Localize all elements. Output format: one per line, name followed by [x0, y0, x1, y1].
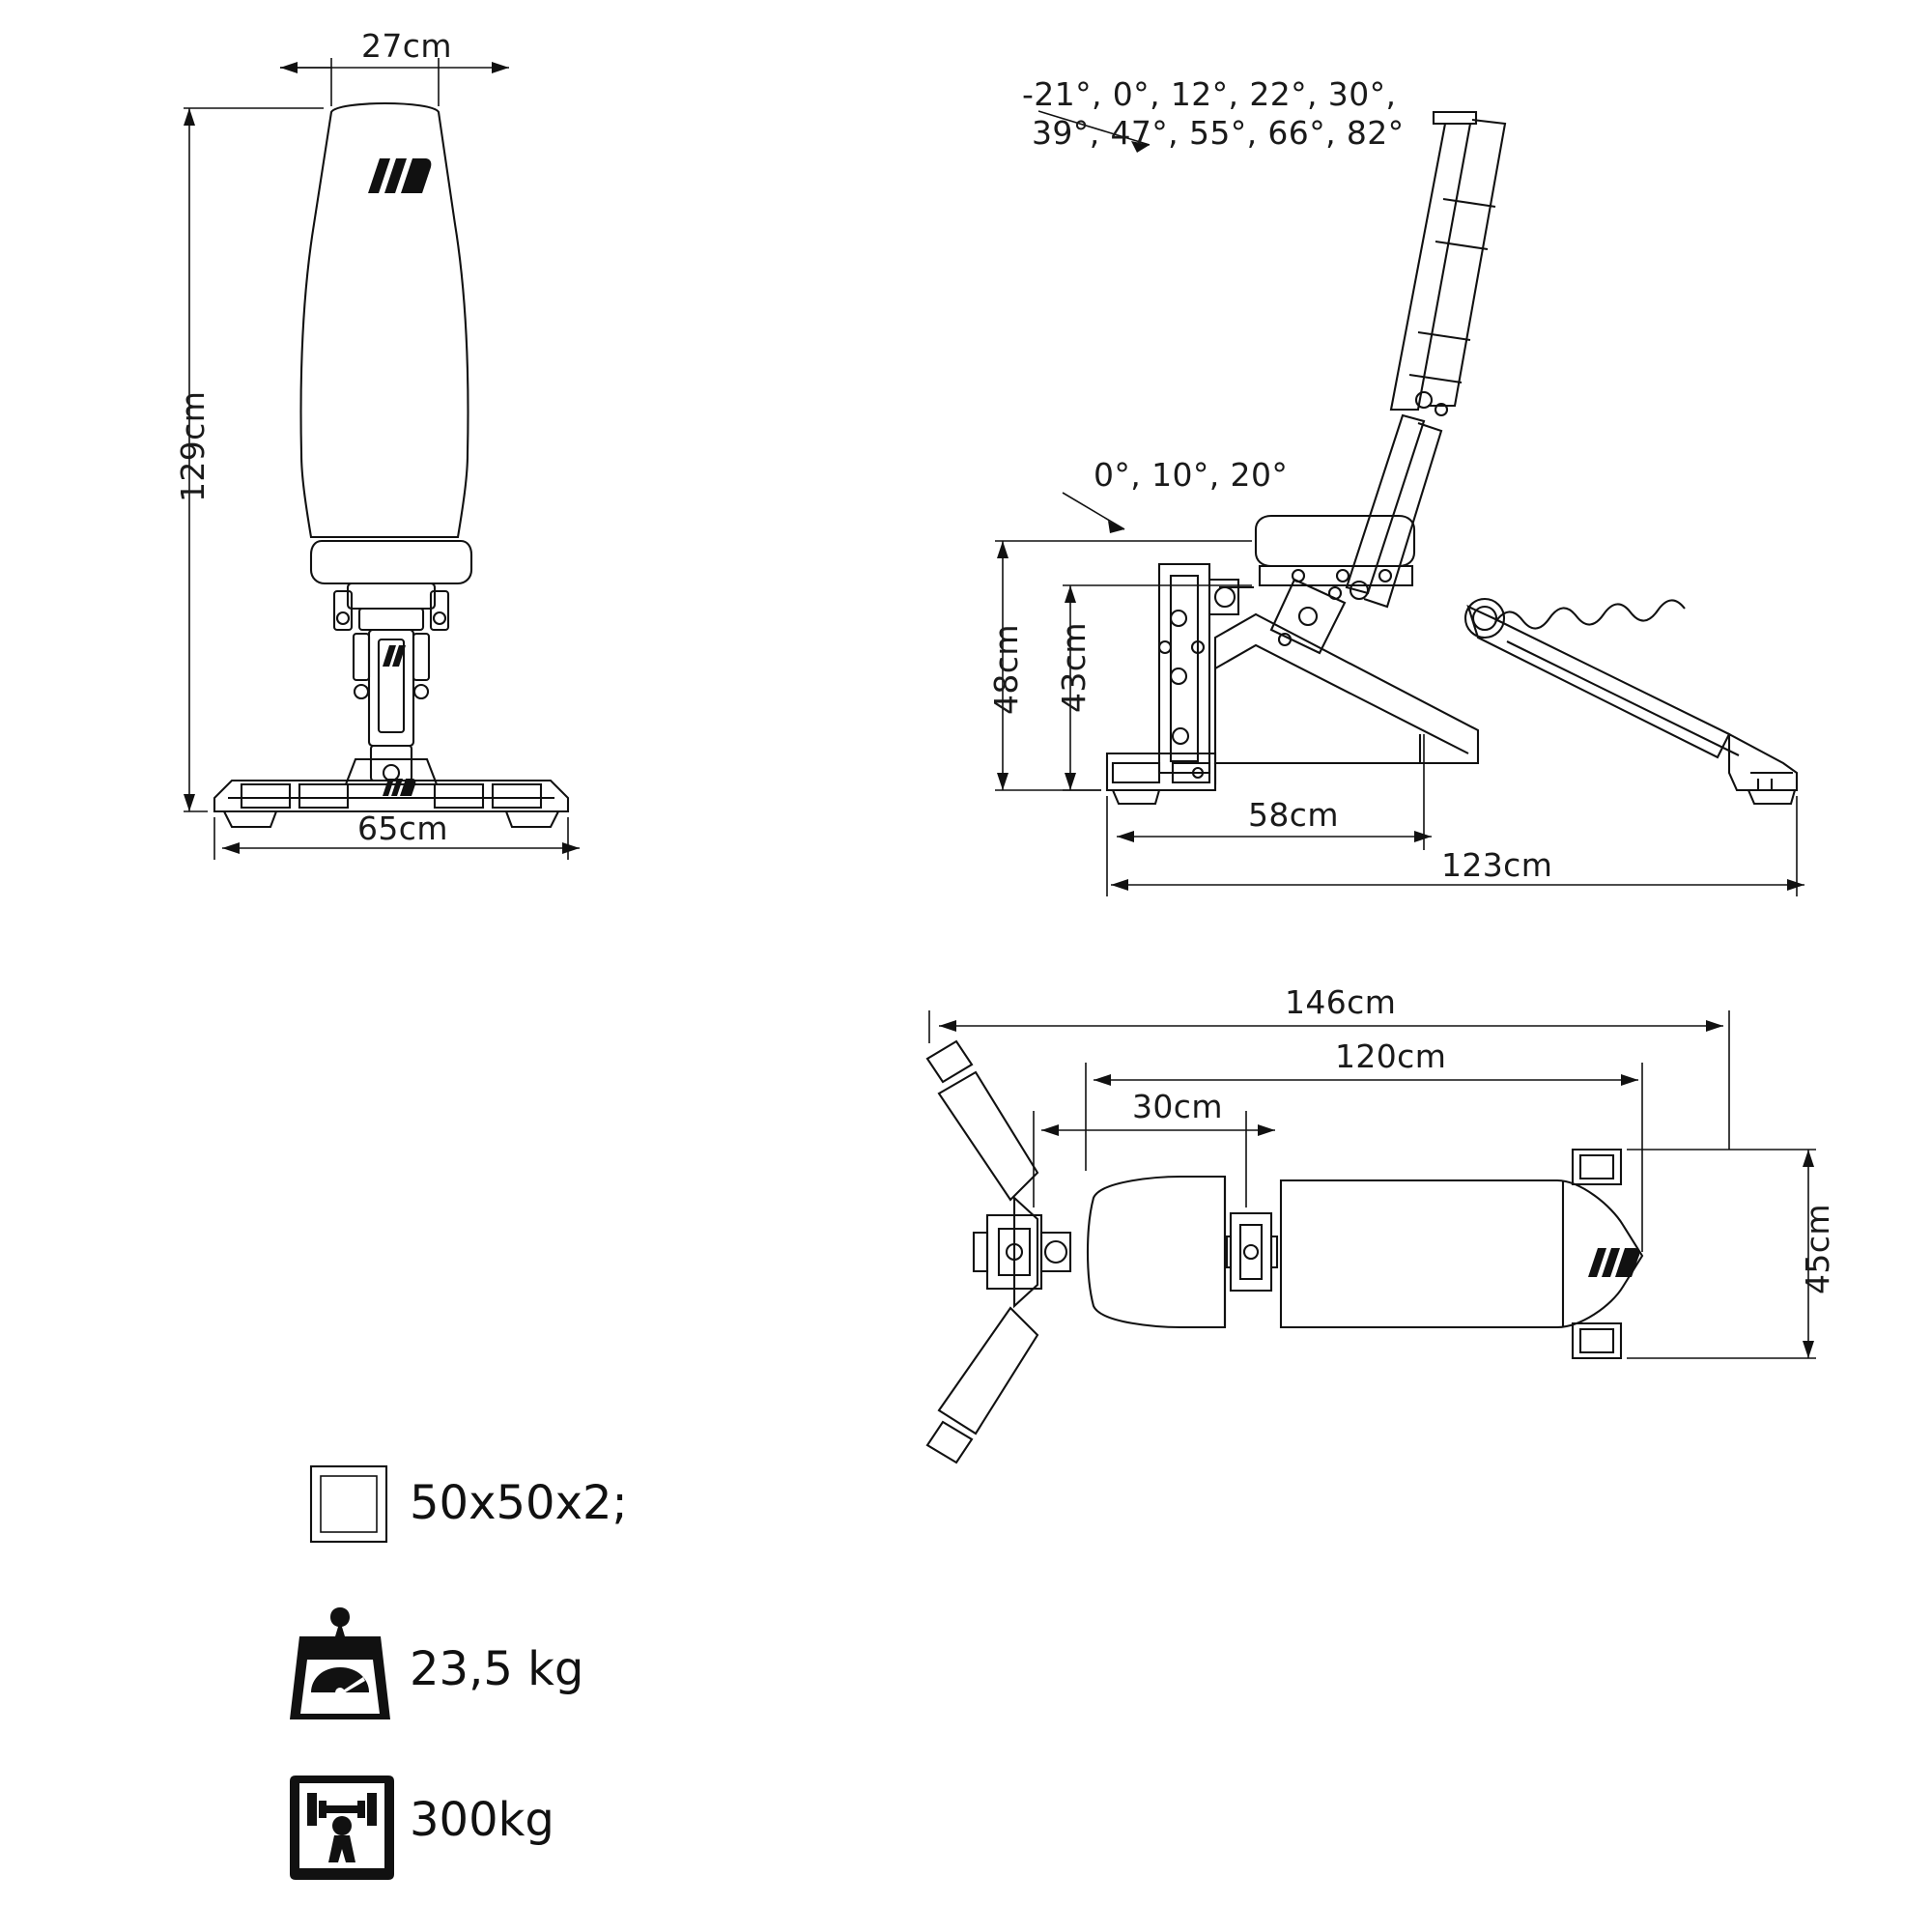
- top-view-geometry: [927, 1041, 1642, 1463]
- dim-front-width-top: 27cm: [361, 27, 452, 65]
- spec-label-max-load: 300kg: [410, 1793, 554, 1847]
- front-view-geometry: [214, 103, 568, 827]
- spec-label-tube: 50x50x2;: [410, 1476, 628, 1530]
- dim-pad-length: 120cm: [1335, 1037, 1447, 1075]
- dim-seat-height-total: 48cm: [987, 624, 1025, 715]
- square-tube-icon: [311, 1466, 386, 1542]
- dim-seat-gap: 30cm: [1132, 1088, 1223, 1125]
- dim-front-height: 129cm: [174, 390, 212, 502]
- max-load-icon: [290, 1776, 394, 1880]
- dim-seat-height: 43cm: [1055, 622, 1093, 713]
- dim-frame-length-total: 123cm: [1441, 846, 1553, 884]
- dim-overall-length: 146cm: [1285, 983, 1397, 1021]
- annotation-seat-angles: 0°, 10°, 20°: [1094, 456, 1289, 494]
- dim-pad-width: 45cm: [1799, 1204, 1836, 1294]
- annotation-backrest-angles-line2: 39°, 47°, 55°, 66°, 82°: [1032, 114, 1405, 152]
- scale-icon: [290, 1607, 390, 1719]
- annotation-backrest-angles-line1: -21°, 0°, 12°, 22°, 30°,: [1022, 75, 1397, 113]
- spec-label-weight: 23,5 kg: [410, 1642, 584, 1696]
- dim-frame-length-mid: 58cm: [1248, 796, 1339, 834]
- dim-front-base-width: 65cm: [357, 810, 448, 847]
- spec-icons: [290, 1466, 394, 1880]
